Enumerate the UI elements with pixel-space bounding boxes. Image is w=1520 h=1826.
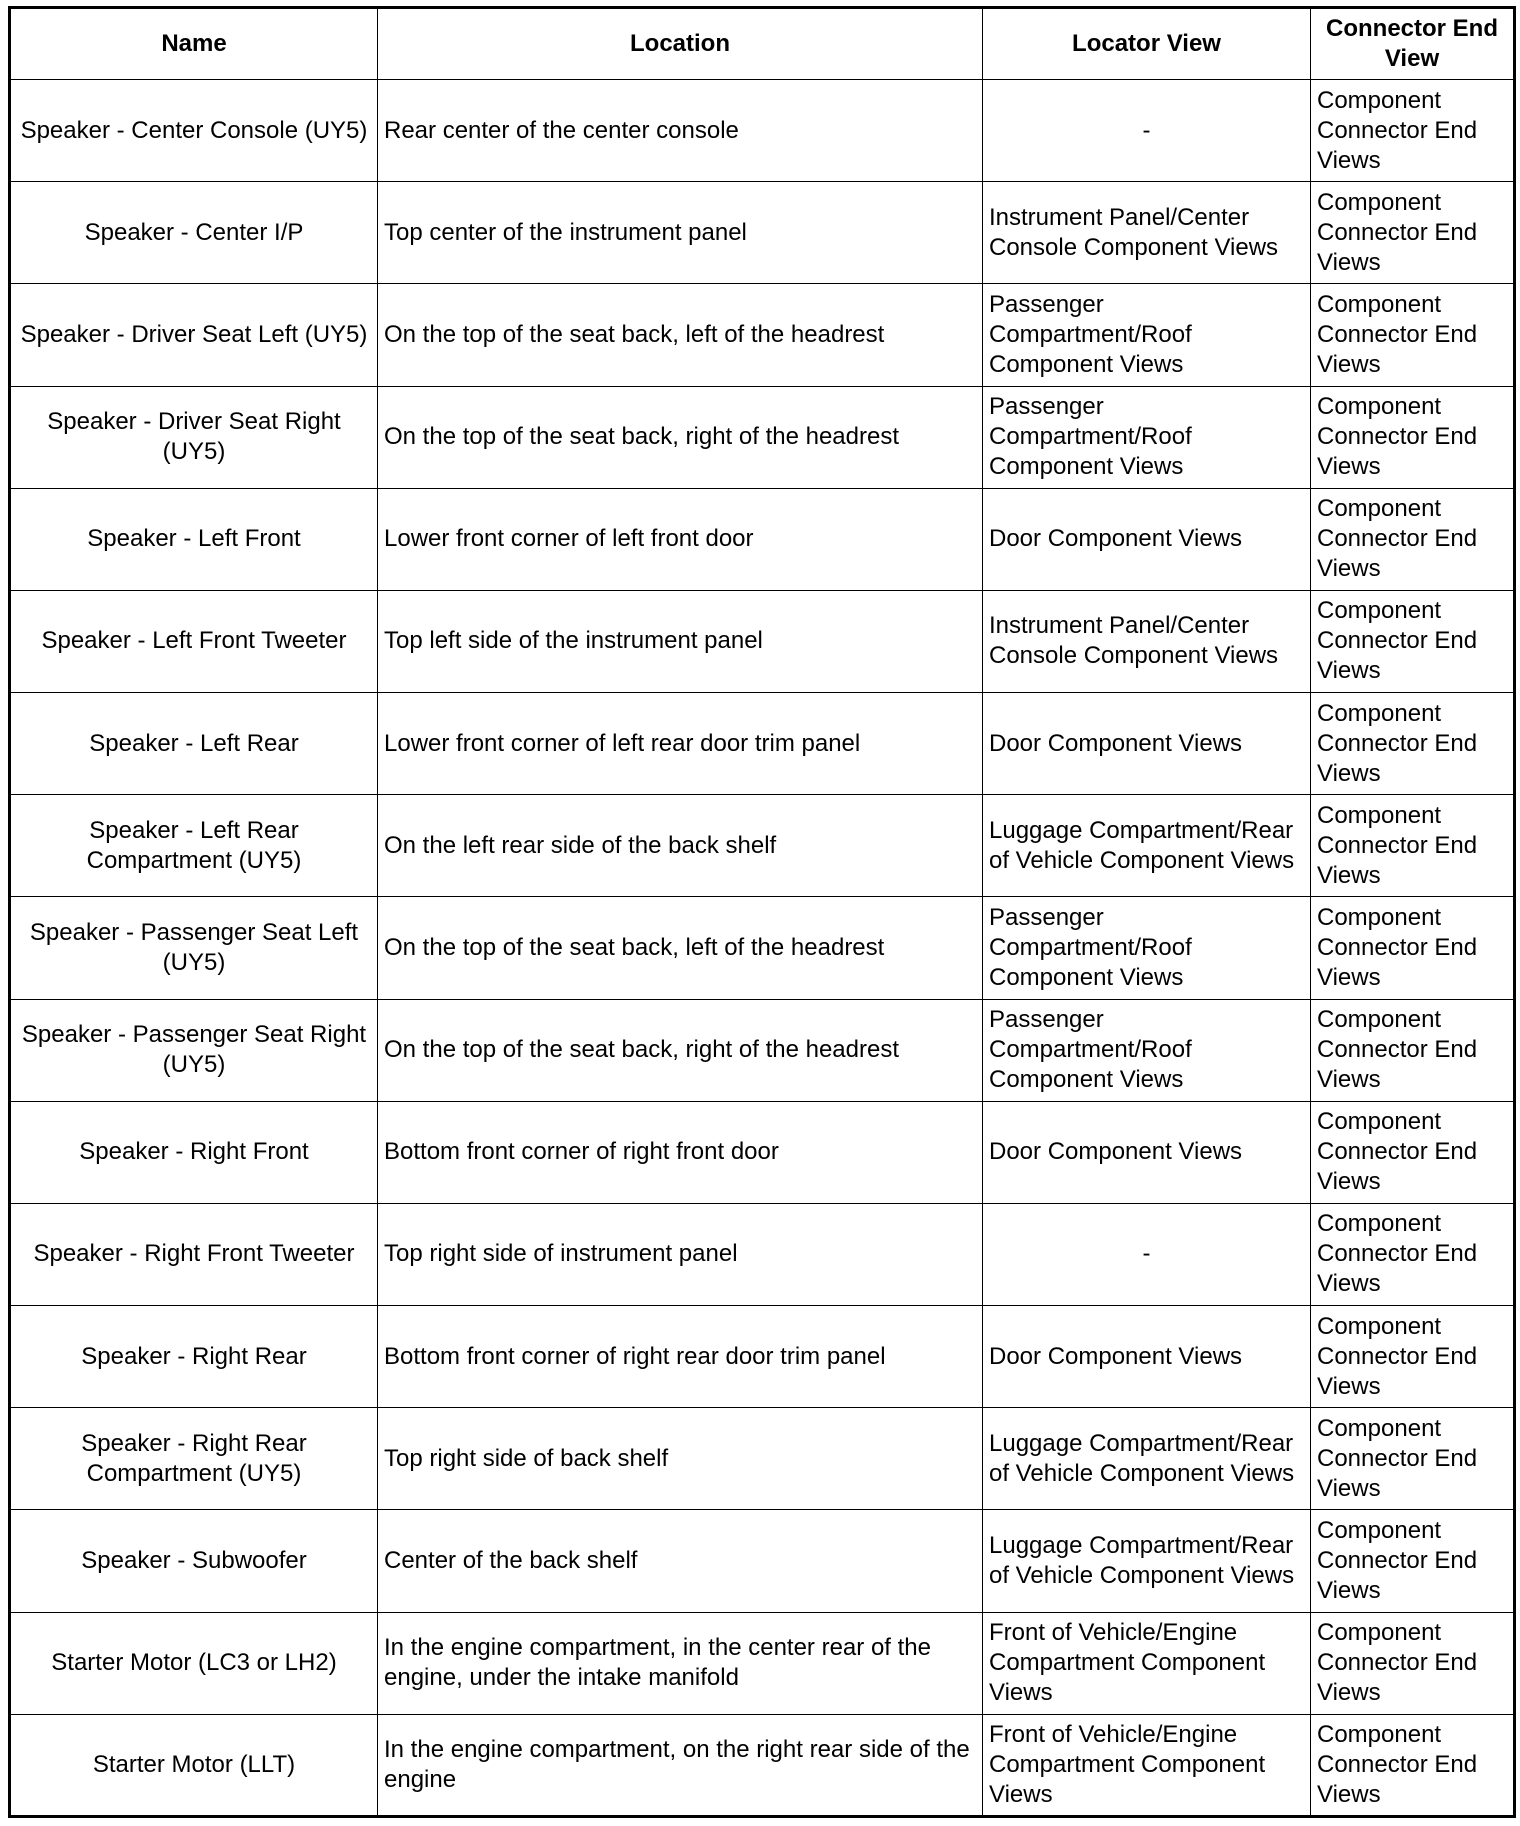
cell-locator-view: Luggage Compartment/Rear of Vehicle Component Views bbox=[983, 1408, 1311, 1510]
cell-locator-view: Luggage Compartment/Rear of Vehicle Component Views bbox=[983, 795, 1311, 897]
cell-connector-end-view: Component Connector End Views bbox=[1311, 284, 1515, 386]
cell-location: Center of the back shelf bbox=[378, 1510, 983, 1612]
header-location: Location bbox=[378, 8, 983, 80]
cell-name: Speaker - Passenger Seat Right (UY5) bbox=[10, 999, 378, 1101]
cell-name: Speaker - Left Rear Compartment (UY5) bbox=[10, 795, 378, 897]
cell-connector-end-view: Component Connector End Views bbox=[1311, 693, 1515, 795]
cell-connector-end-view: Component Connector End Views bbox=[1311, 590, 1515, 692]
table-row bbox=[10, 1510, 1515, 1612]
cell-location: In the engine compartment, on the right rear side of the engine bbox=[378, 1714, 983, 1816]
cell-locator-view: Passenger Compartment/Roof Component Views bbox=[983, 386, 1311, 488]
cell-location: Top center of the instrument panel bbox=[378, 182, 983, 284]
table-row bbox=[10, 999, 1515, 1101]
cell-connector-end-view: Component Connector End Views bbox=[1311, 1408, 1515, 1510]
cell-location: In the engine compartment, in the center rear of the engine, under the intake manifold bbox=[378, 1612, 983, 1714]
cell-connector-end-view: Component Connector End Views bbox=[1311, 897, 1515, 999]
cell-connector-end-view: Component Connector End Views bbox=[1311, 795, 1515, 897]
cell-locator-view: - bbox=[983, 1203, 1311, 1305]
cell-name: Speaker - Left Front bbox=[10, 488, 378, 590]
cell-name: Speaker - Right Rear Compartment (UY5) bbox=[10, 1408, 378, 1510]
cell-connector-end-view: Component Connector End Views bbox=[1311, 1510, 1515, 1612]
table-row bbox=[10, 488, 1515, 590]
table-row bbox=[10, 1714, 1515, 1816]
cell-location: Rear center of the center console bbox=[378, 80, 983, 182]
cell-locator-view: Door Component Views bbox=[983, 488, 1311, 590]
cell-connector-end-view: Component Connector End Views bbox=[1311, 182, 1515, 284]
header-row bbox=[10, 8, 1515, 80]
table-row bbox=[10, 1101, 1515, 1203]
cell-connector-end-view: Component Connector End Views bbox=[1311, 386, 1515, 488]
cell-locator-view: Luggage Compartment/Rear of Vehicle Component Views bbox=[983, 1510, 1311, 1612]
cell-name: Speaker - Left Front Tweeter bbox=[10, 590, 378, 692]
cell-locator-view: Front of Vehicle/Engine Compartment Component Views bbox=[983, 1612, 1311, 1714]
cell-name: Starter Motor (LC3 or LH2) bbox=[10, 1612, 378, 1714]
cell-locator-view: Passenger Compartment/Roof Component Views bbox=[983, 284, 1311, 386]
cell-locator-view: Passenger Compartment/Roof Component Views bbox=[983, 999, 1311, 1101]
cell-location: On the left rear side of the back shelf bbox=[378, 795, 983, 897]
table-row bbox=[10, 80, 1515, 182]
cell-locator-view: Passenger Compartment/Roof Component Views bbox=[983, 897, 1311, 999]
cell-location: Lower front corner of left front door bbox=[378, 488, 983, 590]
cell-connector-end-view: Component Connector End Views bbox=[1311, 80, 1515, 182]
header-name: Name bbox=[10, 8, 378, 80]
table-body bbox=[10, 80, 1515, 1817]
cell-name: Speaker - Center Console (UY5) bbox=[10, 80, 378, 182]
table-row bbox=[10, 1203, 1515, 1305]
cell-connector-end-view: Component Connector End Views bbox=[1311, 1612, 1515, 1714]
cell-name: Speaker - Passenger Seat Left (UY5) bbox=[10, 897, 378, 999]
table-row bbox=[10, 590, 1515, 692]
cell-locator-view: Instrument Panel/Center Console Component Views bbox=[983, 590, 1311, 692]
cell-location: On the top of the seat back, right of the headrest bbox=[378, 386, 983, 488]
table-row bbox=[10, 897, 1515, 999]
cell-locator-view: Door Component Views bbox=[983, 1101, 1311, 1203]
cell-locator-view: - bbox=[983, 80, 1311, 182]
cell-connector-end-view: Component Connector End Views bbox=[1311, 1306, 1515, 1408]
header-locator-view: Locator View bbox=[983, 8, 1311, 80]
table-row bbox=[10, 386, 1515, 488]
cell-name: Speaker - Subwoofer bbox=[10, 1510, 378, 1612]
header-connector-end-view: Connector End View bbox=[1311, 8, 1515, 80]
cell-connector-end-view: Component Connector End Views bbox=[1311, 488, 1515, 590]
cell-location: Bottom front corner of right front door bbox=[378, 1101, 983, 1203]
cell-locator-view: Instrument Panel/Center Console Component Views bbox=[983, 182, 1311, 284]
cell-location: On the top of the seat back, right of the headrest bbox=[378, 999, 983, 1101]
cell-name: Speaker - Right Front Tweeter bbox=[10, 1203, 378, 1305]
component-locator-table bbox=[8, 6, 1516, 1818]
cell-location: Top right side of back shelf bbox=[378, 1408, 983, 1510]
table-row bbox=[10, 1612, 1515, 1714]
table-row bbox=[10, 284, 1515, 386]
cell-location: Top right side of instrument panel bbox=[378, 1203, 983, 1305]
cell-location: On the top of the seat back, left of the headrest bbox=[378, 897, 983, 999]
cell-name: Starter Motor (LLT) bbox=[10, 1714, 378, 1816]
table-row bbox=[10, 1408, 1515, 1510]
cell-locator-view: Door Component Views bbox=[983, 1306, 1311, 1408]
table-row bbox=[10, 182, 1515, 284]
cell-location: Bottom front corner of right rear door trim panel bbox=[378, 1306, 983, 1408]
cell-connector-end-view: Component Connector End Views bbox=[1311, 1101, 1515, 1203]
cell-connector-end-view: Component Connector End Views bbox=[1311, 1203, 1515, 1305]
cell-name: Speaker - Left Rear bbox=[10, 693, 378, 795]
cell-location: Top left side of the instrument panel bbox=[378, 590, 983, 692]
cell-name: Speaker - Right Rear bbox=[10, 1306, 378, 1408]
table-row bbox=[10, 693, 1515, 795]
cell-locator-view: Front of Vehicle/Engine Compartment Component Views bbox=[983, 1714, 1311, 1816]
cell-name: Speaker - Right Front bbox=[10, 1101, 378, 1203]
cell-location: Lower front corner of left rear door trim panel bbox=[378, 693, 983, 795]
cell-locator-view: Door Component Views bbox=[983, 693, 1311, 795]
cell-connector-end-view: Component Connector End Views bbox=[1311, 999, 1515, 1101]
cell-name: Speaker - Center I/P bbox=[10, 182, 378, 284]
cell-location: On the top of the seat back, left of the headrest bbox=[378, 284, 983, 386]
table-row bbox=[10, 1306, 1515, 1408]
table-row bbox=[10, 795, 1515, 897]
cell-name: Speaker - Driver Seat Left (UY5) bbox=[10, 284, 378, 386]
cell-name: Speaker - Driver Seat Right (UY5) bbox=[10, 386, 378, 488]
cell-connector-end-view: Component Connector End Views bbox=[1311, 1714, 1515, 1816]
